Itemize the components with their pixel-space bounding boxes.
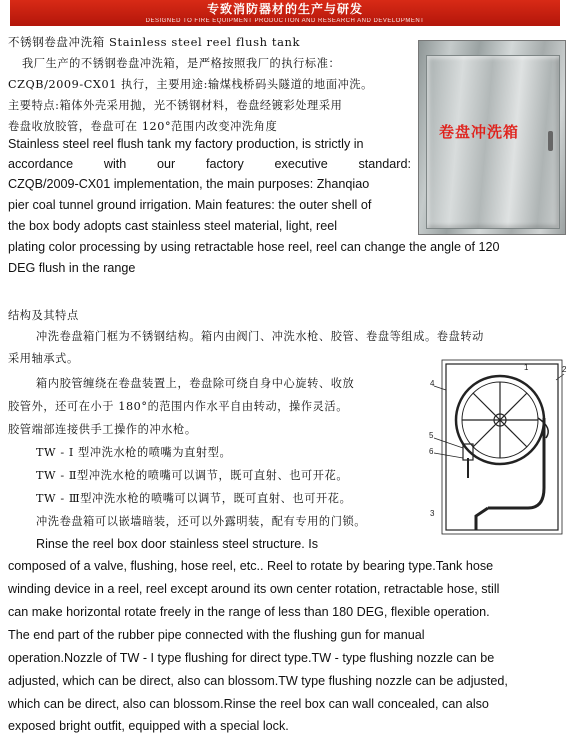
diagram-label-4: 4 xyxy=(430,379,435,388)
diagram-label-5: 5 xyxy=(429,431,434,440)
photo-label: 卷盘冲洗箱 xyxy=(439,123,520,141)
intro-en-line-5: the box body adopts cast stainless steel material, light, reel xyxy=(8,219,338,233)
structure-en-line-8: which can be direct, also can blossom.Rinse the reel box can wall concealed, can also xyxy=(8,697,489,711)
structure-cn-line-1: 冲洗卷盘箱门框为不锈钢结构。箱内由阀门、冲洗水枪、胶管、卷盘等组成。卷盘转动 xyxy=(36,330,484,343)
header-banner xyxy=(10,0,560,26)
reel-diagram xyxy=(428,358,568,548)
diagram-label-1: 1 xyxy=(524,363,529,372)
structure-cn-line-8: TW - Ⅲ型冲洗水枪的喷嘴可以调节，既可直射、也可开花。 xyxy=(36,492,352,505)
diagram-label-2: 2 xyxy=(562,365,567,374)
structure-en-line-2: composed of a valve, flushing, hose reel, etc.. Reel to rotate by bearing type.Tank hose xyxy=(8,559,494,573)
cabinet-door xyxy=(426,55,560,229)
structure-cn-line-6: TW - Ⅰ 型冲洗水枪的喷嘴为直射型。 xyxy=(36,446,232,459)
intro-cn-line-1: 我厂生产的不锈钢卷盘冲洗箱，是严格按照我厂的执行标准： xyxy=(22,57,341,70)
structure-cn-line-5: 胶管端部连接供手工操作的冲水枪。 xyxy=(8,423,197,436)
banner-subtitle: DESIGNED TO FIRE EQUIPMENT PRODUCTION AND RESEARCH AND DEVELOPMENT xyxy=(145,18,425,24)
product-photo xyxy=(418,40,566,235)
intro-en-line-7: DEG flush in the range xyxy=(8,261,136,275)
product-heading: 不锈钢卷盘冲洗箱 Stainless steel reel flush tank xyxy=(8,35,301,49)
structure-cn-line-4: 胶管外，还可在小于 180°的范围内作水平自由转动，操作灵活。 xyxy=(8,400,348,413)
structure-title: 结构及其特点 xyxy=(8,309,79,322)
structure-cn-line-2: 采用轴承式。 xyxy=(8,352,79,365)
structure-en-line-5: The end part of the rubber pipe connected with the flushing gun for manual xyxy=(8,628,425,642)
structure-en-line-4: can make horizontal rotate freely in the range of less than 180 DEG, flexible operation. xyxy=(8,605,490,619)
structure-en-line-1: Rinse the reel box door stainless steel structure. Is xyxy=(36,537,319,551)
intro-en-line-2: accordance with our factory executive standard: xyxy=(8,157,411,171)
diagram-label-3: 3 xyxy=(430,509,435,518)
structure-cn-line-7: TW - Ⅱ型冲洗水枪的喷嘴可以调节，既可直射、也可开花。 xyxy=(36,469,349,482)
diagram-label-6: 6 xyxy=(429,447,434,456)
structure-en-line-7: adjusted, which can be direct, also can blossom.TW type flushing nozzle can be adjusted, xyxy=(8,674,508,688)
intro-cn-line-3: 主要特点:箱体外壳采用抛，光不锈钢材料，卷盘经镀彩处理采用 xyxy=(8,99,343,112)
intro-en-line-6: plating color processing by using retractable hose reel, reel can change the angle of 120 xyxy=(8,240,500,254)
structure-en-line-9: exposed bright outfit, equipped with a special lock. xyxy=(8,719,289,733)
banner-title: 专致消防器材的生产与研发 xyxy=(206,2,363,16)
door-handle xyxy=(548,131,553,151)
intro-en-line-4: pier coal tunnel ground irrigation. Main features: the outer shell of xyxy=(8,198,372,212)
structure-en-line-6: operation.Nozzle of TW - I type flushing for direct type.TW - type flushing nozzle can be xyxy=(8,651,495,665)
intro-cn-line-2: CZQB/2009-CX01 执行，主要用途:输煤栈桥码头隧道的地面冲洗。 xyxy=(8,78,373,91)
intro-en-line-3: CZQB/2009-CX01 implementation, the main purposes: Zhanqiao xyxy=(8,177,370,191)
structure-cn-line-3: 箱内胶管缠绕在卷盘装置上，卷盘除可绕自身中心旋转、收放 xyxy=(36,377,355,390)
intro-en-line-1: Stainless steel reel flush tank my factory production, is strictly in xyxy=(8,137,364,151)
structure-en-line-3: winding device in a reel, reel except around its own center rotation, retractable hose, still xyxy=(8,582,500,596)
structure-cn-line-9: 冲洗卷盘箱可以嵌墙暗装，还可以外露明装，配有专用的门锁。 xyxy=(36,515,367,528)
intro-cn-line-4: 卷盘收放胶管，卷盘可在 120°范围内改变冲洗角度 xyxy=(8,120,278,133)
